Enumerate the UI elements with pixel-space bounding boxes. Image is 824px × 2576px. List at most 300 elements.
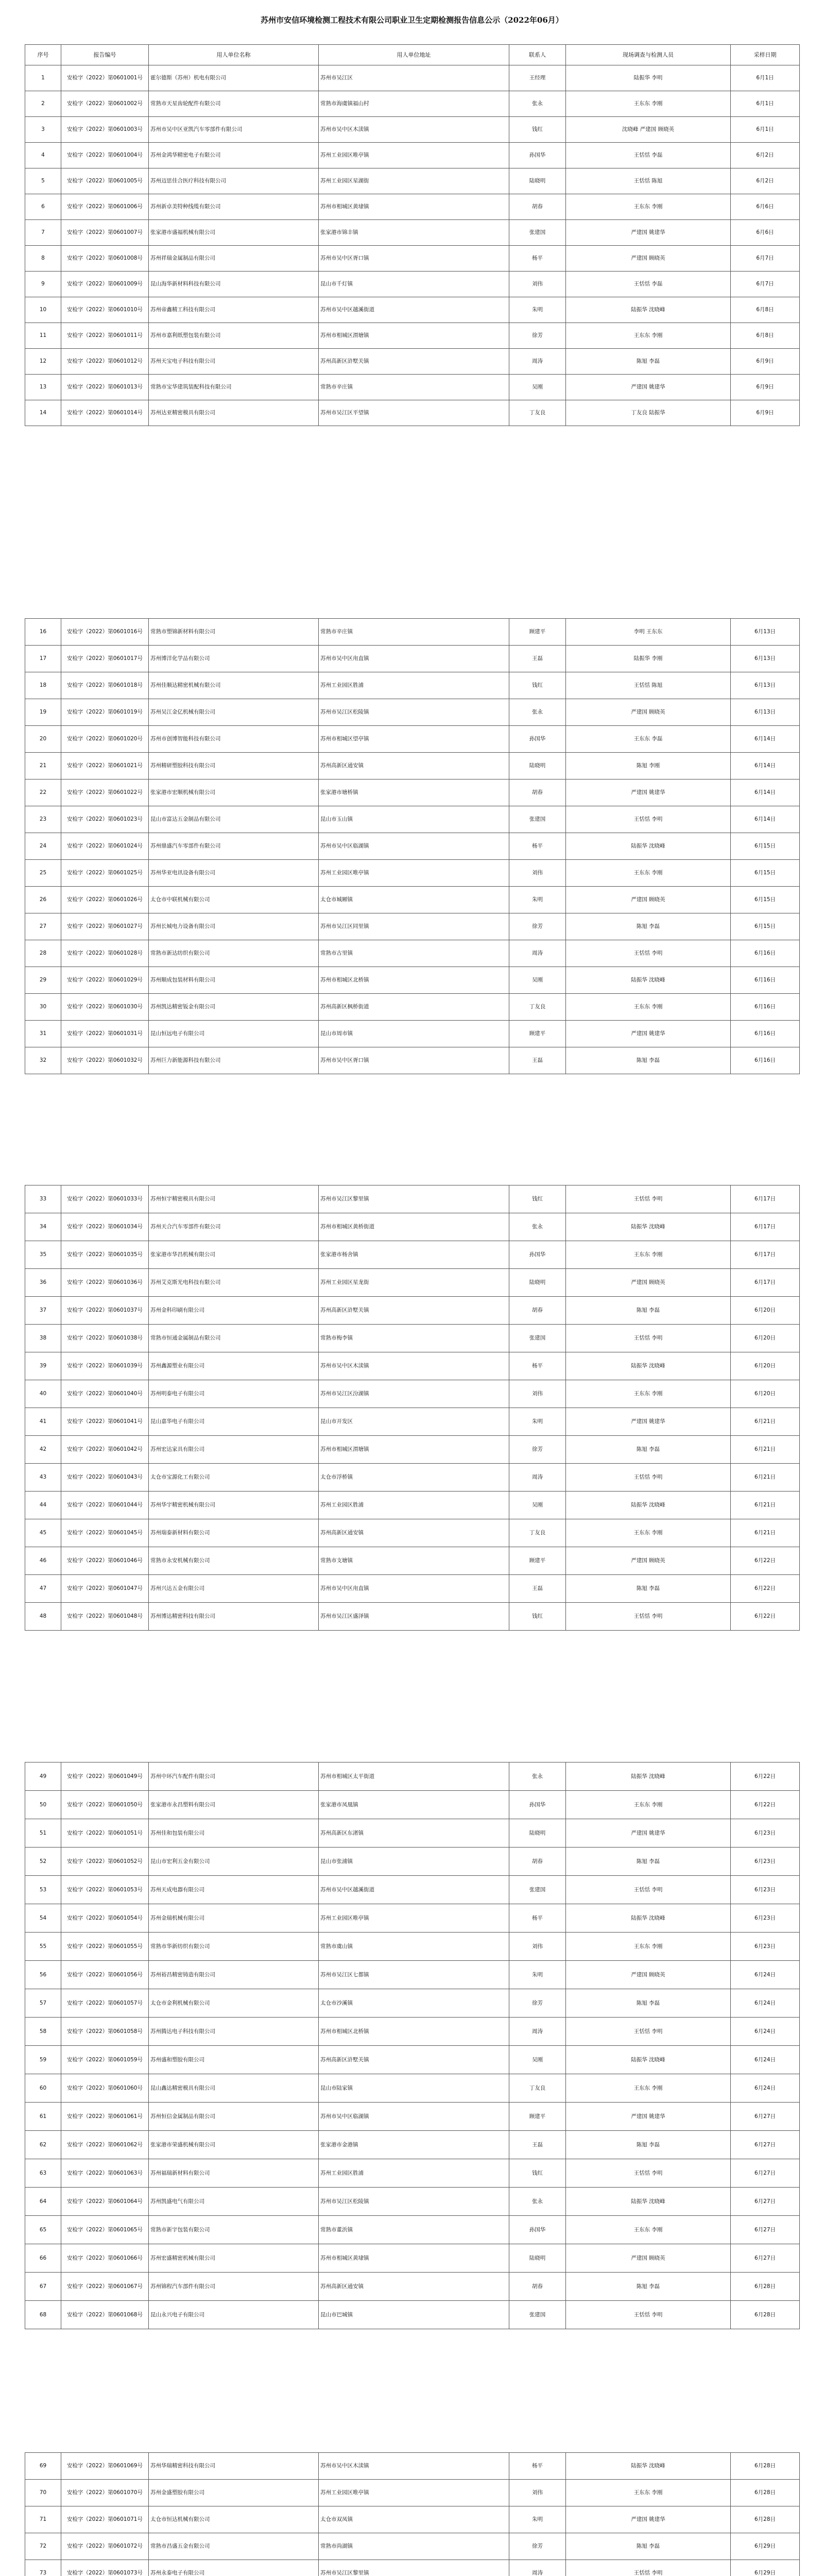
- address-cell: 苏州市吴中区甪直镇: [319, 1575, 509, 1603]
- address-cell: 苏州市吴中区木渎镇: [319, 1352, 509, 1380]
- company-cell: 苏州佳顺达精密机械有限公司: [149, 672, 319, 699]
- company-cell: 苏州永泰电子有限公司: [149, 2560, 319, 2576]
- company-cell: 苏州宏盛精密机械有限公司: [149, 2244, 319, 2273]
- table-row: [25, 1436, 800, 1464]
- report-no-cell: 安检字（2022）第0601007号: [61, 220, 149, 246]
- report-no-cell: 安检字（2022）第0601019号: [61, 699, 149, 726]
- contact-cell: 刘伟: [509, 1933, 566, 1961]
- seq-cell: 69: [25, 2453, 61, 2480]
- address-cell: 苏州高新区枫桥街道: [319, 994, 509, 1021]
- staff-cell: 王恬恬 李磊: [566, 272, 731, 297]
- seq-cell: 40: [25, 1380, 61, 1408]
- contact-cell: 王磊: [509, 2131, 566, 2159]
- table-row: [25, 2480, 800, 2506]
- date-cell: 6月22日: [731, 1575, 800, 1603]
- date-cell: 6月2日: [731, 143, 800, 168]
- seq-cell: 49: [25, 1762, 61, 1791]
- report-no-cell: 安检字（2022）第0601070号: [61, 2480, 149, 2506]
- contact-cell: 徐芳: [509, 323, 566, 349]
- date-cell: 6月17日: [731, 1269, 800, 1297]
- table-row: [25, 1492, 800, 1519]
- date-cell: 6月20日: [731, 1297, 800, 1325]
- date-cell: 6月7日: [731, 272, 800, 297]
- staff-cell: 陆振华 沈晓峰: [566, 1492, 731, 1519]
- date-cell: 6月21日: [731, 1408, 800, 1436]
- report-no-cell: 安检字（2022）第0601049号: [61, 1762, 149, 1791]
- seq-cell: 7: [25, 220, 61, 246]
- staff-cell: 王恬恬 李明: [566, 806, 731, 833]
- company-cell: 昆山鑫达精密模具有限公司: [149, 2074, 319, 2103]
- date-cell: 6月14日: [731, 753, 800, 779]
- address-cell: 常熟市尚湖镇: [319, 2533, 509, 2560]
- staff-cell: 陆振华 李明: [566, 65, 731, 91]
- staff-cell: 王东东 李刚: [566, 2074, 731, 2103]
- report-no-cell: 安检字（2022）第0601071号: [61, 2506, 149, 2533]
- address-cell: 太仓市双凤镇: [319, 2506, 509, 2533]
- staff-cell: 严建国 姚建华: [566, 2103, 731, 2131]
- date-cell: 6月8日: [731, 323, 800, 349]
- inspection-table-4: [25, 1762, 800, 2329]
- column-header: 序号: [25, 45, 61, 65]
- date-cell: 6月22日: [731, 1762, 800, 1791]
- table-row: [25, 168, 800, 194]
- table-row: [25, 2533, 800, 2560]
- date-cell: 6月23日: [731, 1933, 800, 1961]
- date-cell: 6月1日: [731, 91, 800, 117]
- company-cell: 常熟市塑锦新材料有限公司: [149, 619, 319, 646]
- date-cell: 6月28日: [731, 2301, 800, 2329]
- table-row: [25, 2074, 800, 2103]
- seq-cell: 33: [25, 1185, 61, 1213]
- contact-cell: 张建国: [509, 2301, 566, 2329]
- table-row: [25, 400, 800, 426]
- staff-cell: 王东东 李刚: [566, 2216, 731, 2244]
- staff-cell: 王东东 李刚: [566, 194, 731, 220]
- staff-cell: 王恬恬 李明: [566, 1185, 731, 1213]
- report-no-cell: 安检字（2022）第0601022号: [61, 779, 149, 806]
- address-cell: 苏州工业园区胜浦: [319, 1492, 509, 1519]
- staff-cell: 陆振华 沈晓峰: [566, 1352, 731, 1380]
- table-row: [25, 246, 800, 272]
- table-row: [25, 994, 800, 1021]
- company-cell: 苏州宏达家具有限公司: [149, 1436, 319, 1464]
- report-no-cell: 安检字（2022）第0601056号: [61, 1961, 149, 1989]
- address-cell: 常熟市辛庄镇: [319, 619, 509, 646]
- table-row: [25, 2159, 800, 2188]
- date-cell: 6月17日: [731, 1185, 800, 1213]
- report-no-cell: 安检字（2022）第0601054号: [61, 1904, 149, 1933]
- company-cell: 苏州金瑞机械有限公司: [149, 1904, 319, 1933]
- report-no-cell: 安检字（2022）第0601031号: [61, 1021, 149, 1047]
- seq-cell: 42: [25, 1436, 61, 1464]
- column-header: 联系人: [509, 45, 566, 65]
- report-no-cell: 安检字（2022）第0601042号: [61, 1436, 149, 1464]
- seq-cell: 36: [25, 1269, 61, 1297]
- address-cell: 苏州市相城区渭塘镇: [319, 1436, 509, 1464]
- seq-cell: 72: [25, 2533, 61, 2560]
- company-cell: 苏州腾达电子科技有限公司: [149, 2018, 319, 2046]
- seq-cell: 12: [25, 349, 61, 375]
- company-cell: 常熟市新达纺织有限公司: [149, 940, 319, 967]
- date-cell: 6月29日: [731, 2560, 800, 2576]
- seq-cell: 18: [25, 672, 61, 699]
- date-cell: 6月15日: [731, 887, 800, 913]
- report-no-cell: 安检字（2022）第0601008号: [61, 246, 149, 272]
- company-cell: 昆山海华新材料科技有限公司: [149, 272, 319, 297]
- table-row: [25, 1021, 800, 1047]
- contact-cell: 孙国华: [509, 143, 566, 168]
- staff-cell: 严建国 姚建华: [566, 220, 731, 246]
- report-no-cell: 安检字（2022）第0601009号: [61, 272, 149, 297]
- date-cell: 6月13日: [731, 699, 800, 726]
- date-cell: 6月23日: [731, 1848, 800, 1876]
- company-cell: 苏州长城电力设备有限公司: [149, 913, 319, 940]
- company-cell: 苏州锦程汽车部件有限公司: [149, 2273, 319, 2301]
- address-cell: 苏州市吴中区木渎镇: [319, 117, 509, 143]
- table-row: [25, 1904, 800, 1933]
- seq-cell: 34: [25, 1213, 61, 1241]
- contact-cell: 胡春: [509, 2273, 566, 2301]
- address-cell: 苏州市吴江区盛泽镇: [319, 1603, 509, 1631]
- date-cell: 6月27日: [731, 2244, 800, 2273]
- staff-cell: 陆振华 李刚: [566, 646, 731, 672]
- report-no-cell: 安检字（2022）第0601041号: [61, 1408, 149, 1436]
- contact-cell: 丁友良: [509, 2074, 566, 2103]
- company-cell: 张家港市荣盛机械有限公司: [149, 2131, 319, 2159]
- report-no-cell: 安检字（2022）第0601061号: [61, 2103, 149, 2131]
- company-cell: 苏州市嘉利纸塑包装有限公司: [149, 323, 319, 349]
- company-cell: 苏州达亚精密模具有限公司: [149, 400, 319, 426]
- report-no-cell: 安检字（2022）第0601005号: [61, 168, 149, 194]
- table-row: [25, 1352, 800, 1380]
- report-no-cell: 安检字（2022）第0601016号: [61, 619, 149, 646]
- date-cell: 6月27日: [731, 2131, 800, 2159]
- company-cell: 苏州恒宇精密模具有限公司: [149, 1185, 319, 1213]
- staff-cell: 丁友良 陆振华: [566, 400, 731, 426]
- company-cell: 苏州精研塑胶科技有限公司: [149, 753, 319, 779]
- company-cell: 苏州华瑞精密科技有限公司: [149, 2453, 319, 2480]
- date-cell: 6月16日: [731, 994, 800, 1021]
- address-cell: 常熟市董浜镇: [319, 2216, 509, 2244]
- report-no-cell: 安检字（2022）第0601012号: [61, 349, 149, 375]
- date-cell: 6月24日: [731, 1989, 800, 2018]
- address-cell: 苏州工业园区胜浦: [319, 672, 509, 699]
- company-cell: 苏州博达精密科技有限公司: [149, 1603, 319, 1631]
- table-row: [25, 1241, 800, 1269]
- date-cell: 6月1日: [731, 117, 800, 143]
- seq-cell: 22: [25, 779, 61, 806]
- staff-cell: 严建国 姚建华: [566, 375, 731, 400]
- report-no-cell: 安检字（2022）第0601058号: [61, 2018, 149, 2046]
- report-no-cell: 安检字（2022）第0601038号: [61, 1325, 149, 1352]
- seq-cell: 43: [25, 1464, 61, 1492]
- table-row: [25, 2244, 800, 2273]
- seq-cell: 37: [25, 1297, 61, 1325]
- seq-cell: 56: [25, 1961, 61, 1989]
- seq-cell: 46: [25, 1547, 61, 1575]
- contact-cell: 刘伟: [509, 2480, 566, 2506]
- contact-cell: 杨平: [509, 1904, 566, 1933]
- address-cell: 太仓市沙溪镇: [319, 1989, 509, 2018]
- address-cell: 苏州市吴中区临湖镇: [319, 833, 509, 860]
- seq-cell: 31: [25, 1021, 61, 1047]
- table-row: [25, 1848, 800, 1876]
- report-no-cell: 安检字（2022）第0601047号: [61, 1575, 149, 1603]
- staff-cell: 陆振华 沈晓峰: [566, 1762, 731, 1791]
- seq-cell: 19: [25, 699, 61, 726]
- seq-cell: 30: [25, 994, 61, 1021]
- date-cell: 6月14日: [731, 806, 800, 833]
- date-cell: 6月15日: [731, 833, 800, 860]
- date-cell: 6月7日: [731, 246, 800, 272]
- table-row: [25, 375, 800, 400]
- column-header: 用人单位地址: [319, 45, 509, 65]
- date-cell: 6月24日: [731, 2046, 800, 2074]
- company-cell: 太仓市金利机械有限公司: [149, 1989, 319, 2018]
- table-row: [25, 967, 800, 994]
- address-cell: 太仓市浮桥镇: [319, 1464, 509, 1492]
- table-row: [25, 646, 800, 672]
- report-no-cell: 安检字（2022）第0601034号: [61, 1213, 149, 1241]
- company-cell: 常熟市恒通金属制品有限公司: [149, 1325, 319, 1352]
- contact-cell: 朱明: [509, 1408, 566, 1436]
- seq-cell: 17: [25, 646, 61, 672]
- company-cell: 苏州顺成包装材料有限公司: [149, 967, 319, 994]
- table-row: [25, 2103, 800, 2131]
- date-cell: 6月6日: [731, 220, 800, 246]
- report-no-cell: 安检字（2022）第0601004号: [61, 143, 149, 168]
- table-row: [25, 2046, 800, 2074]
- staff-cell: 王东东 李刚: [566, 2480, 731, 2506]
- address-cell: 苏州市吴中区甪直镇: [319, 646, 509, 672]
- staff-cell: 陆振华 沈晓峰: [566, 1904, 731, 1933]
- date-cell: 6月14日: [731, 726, 800, 753]
- report-no-cell: 安检字（2022）第0601044号: [61, 1492, 149, 1519]
- company-cell: 张家港市盛福机械有限公司: [149, 220, 319, 246]
- report-no-cell: 安检字（2022）第0601062号: [61, 2131, 149, 2159]
- date-cell: 6月13日: [731, 672, 800, 699]
- seq-cell: 55: [25, 1933, 61, 1961]
- address-cell: 昆山市张浦镇: [319, 1848, 509, 1876]
- date-cell: 6月23日: [731, 1819, 800, 1848]
- staff-cell: 陈旭 李磊: [566, 1848, 731, 1876]
- report-no-cell: 安检字（2022）第0601014号: [61, 400, 149, 426]
- staff-cell: 王东东 李刚: [566, 860, 731, 887]
- table-row: [25, 323, 800, 349]
- report-no-cell: 安检字（2022）第0601051号: [61, 1819, 149, 1848]
- report-no-cell: 安检字（2022）第0601026号: [61, 887, 149, 913]
- table-row: [25, 1269, 800, 1297]
- contact-cell: 吴刚: [509, 375, 566, 400]
- date-cell: 6月13日: [731, 619, 800, 646]
- staff-cell: 王恬恬 陈旭: [566, 672, 731, 699]
- table-row: [25, 91, 800, 117]
- table-row: [25, 272, 800, 297]
- table-row: [25, 117, 800, 143]
- seq-cell: 35: [25, 1241, 61, 1269]
- date-cell: 6月28日: [731, 2506, 800, 2533]
- address-cell: 苏州工业园区唯亭镇: [319, 143, 509, 168]
- report-no-cell: 安检字（2022）第0601003号: [61, 117, 149, 143]
- table-row: [25, 220, 800, 246]
- contact-cell: 张建国: [509, 1325, 566, 1352]
- table-row: [25, 194, 800, 220]
- staff-cell: 严建国 顾晓英: [566, 699, 731, 726]
- staff-cell: 陆振华 沈晓峰: [566, 297, 731, 323]
- report-no-cell: 安检字（2022）第0601068号: [61, 2301, 149, 2329]
- table-row: [25, 1325, 800, 1352]
- table-row: [25, 726, 800, 753]
- column-header: 现场调查与检测人员: [566, 45, 731, 65]
- contact-cell: 钱红: [509, 117, 566, 143]
- date-cell: 6月16日: [731, 1047, 800, 1074]
- address-cell: 常熟市支塘镇: [319, 1547, 509, 1575]
- inspection-table-5: [25, 2452, 800, 2576]
- seq-cell: 21: [25, 753, 61, 779]
- staff-cell: 陈旭 李磊: [566, 1047, 731, 1074]
- contact-cell: 刘伟: [509, 1380, 566, 1408]
- date-cell: 6月28日: [731, 2273, 800, 2301]
- company-cell: 昆山永兴电子有限公司: [149, 2301, 319, 2329]
- address-cell: 昆山市陆家镇: [319, 2074, 509, 2103]
- seq-cell: 4: [25, 143, 61, 168]
- staff-cell: 陈旭 李刚: [566, 753, 731, 779]
- seq-cell: 64: [25, 2188, 61, 2216]
- company-cell: 苏州佳和包装有限公司: [149, 1819, 319, 1848]
- seq-cell: 52: [25, 1848, 61, 1876]
- address-cell: 苏州市相城区黄埭镇: [319, 194, 509, 220]
- table-row: [25, 860, 800, 887]
- seq-cell: 50: [25, 1791, 61, 1819]
- company-cell: 苏州天成电器有限公司: [149, 1876, 319, 1904]
- company-cell: 常熟市华新纺织有限公司: [149, 1933, 319, 1961]
- table-row: [25, 833, 800, 860]
- address-cell: 苏州市吴江区松陵镇: [319, 699, 509, 726]
- contact-cell: 钱红: [509, 1603, 566, 1631]
- contact-cell: 朱明: [509, 2506, 566, 2533]
- contact-cell: 周涛: [509, 940, 566, 967]
- address-cell: 苏州市吴江区平望镇: [319, 400, 509, 426]
- table-row: [25, 1819, 800, 1848]
- report-no-cell: 安检字（2022）第0601023号: [61, 806, 149, 833]
- company-cell: 苏州市吴中区亚凯汽车零部件有限公司: [149, 117, 319, 143]
- address-cell: 苏州市吴中区临湖镇: [319, 2103, 509, 2131]
- report-no-cell: 安检字（2022）第0601020号: [61, 726, 149, 753]
- table-row: [25, 1519, 800, 1547]
- seq-cell: 29: [25, 967, 61, 994]
- staff-cell: 陆振华 沈晓峰: [566, 2046, 731, 2074]
- seq-cell: 61: [25, 2103, 61, 2131]
- seq-cell: 68: [25, 2301, 61, 2329]
- company-cell: 常熟市新宇包装有限公司: [149, 2216, 319, 2244]
- seq-cell: 66: [25, 2244, 61, 2273]
- company-cell: 苏州明泰电子有限公司: [149, 1380, 319, 1408]
- address-cell: 苏州工业园区星龙街: [319, 1269, 509, 1297]
- report-no-cell: 安检字（2022）第0601029号: [61, 967, 149, 994]
- company-cell: 苏州市创博智能科技有限公司: [149, 726, 319, 753]
- date-cell: 6月28日: [731, 2453, 800, 2480]
- table-row: [25, 143, 800, 168]
- staff-cell: 严建国 顾晓英: [566, 1269, 731, 1297]
- contact-cell: 胡春: [509, 779, 566, 806]
- date-cell: 6月24日: [731, 1961, 800, 1989]
- contact-cell: 王经理: [509, 65, 566, 91]
- table-row: [25, 1408, 800, 1436]
- column-header: 用人单位名称: [149, 45, 319, 65]
- table-row: [25, 1185, 800, 1213]
- date-cell: 6月15日: [731, 913, 800, 940]
- staff-cell: 沈晓峰 严建国 顾晓英: [566, 117, 731, 143]
- contact-cell: 钱红: [509, 1185, 566, 1213]
- contact-cell: 周涛: [509, 2560, 566, 2576]
- seq-cell: 60: [25, 2074, 61, 2103]
- report-no-cell: 安检字（2022）第0601055号: [61, 1933, 149, 1961]
- address-cell: 苏州市吴江区松陵镇: [319, 2188, 509, 2216]
- date-cell: 6月17日: [731, 1241, 800, 1269]
- company-cell: 苏州艾克斯光电科技有限公司: [149, 1269, 319, 1297]
- seq-cell: 20: [25, 726, 61, 753]
- seq-cell: 70: [25, 2480, 61, 2506]
- staff-cell: 王恬恬 李明: [566, 940, 731, 967]
- column-header: 报告编号: [61, 45, 149, 65]
- address-cell: 苏州市吴中区胥口镇: [319, 246, 509, 272]
- address-cell: 太仓市城厢镇: [319, 887, 509, 913]
- address-cell: 苏州市吴中区越溪街道: [319, 1876, 509, 1904]
- table-row: [25, 1876, 800, 1904]
- seq-cell: 58: [25, 2018, 61, 2046]
- date-cell: 6月6日: [731, 194, 800, 220]
- seq-cell: 26: [25, 887, 61, 913]
- contact-cell: 张建国: [509, 806, 566, 833]
- staff-cell: 严建国 姚建华: [566, 2506, 731, 2533]
- date-cell: 6月16日: [731, 1021, 800, 1047]
- address-cell: 张家港市金港镇: [319, 2131, 509, 2159]
- report-no-cell: 安检字（2022）第0601017号: [61, 646, 149, 672]
- staff-cell: 陈旭 李磊: [566, 1297, 731, 1325]
- company-cell: 苏州天宝电子科技有限公司: [149, 349, 319, 375]
- address-cell: 苏州市相城区望亭镇: [319, 726, 509, 753]
- table-row: [25, 297, 800, 323]
- date-cell: 6月27日: [731, 2188, 800, 2216]
- address-cell: 昆山市千灯镇: [319, 272, 509, 297]
- address-cell: 苏州工业园区唯亭镇: [319, 2480, 509, 2506]
- report-no-cell: 安检字（2022）第0601021号: [61, 753, 149, 779]
- report-no-cell: 安检字（2022）第0601037号: [61, 1297, 149, 1325]
- contact-cell: 徐芳: [509, 1989, 566, 2018]
- contact-cell: 朱明: [509, 887, 566, 913]
- staff-cell: 王恬恬 陈旭: [566, 168, 731, 194]
- seq-cell: 62: [25, 2131, 61, 2159]
- seq-cell: 28: [25, 940, 61, 967]
- company-cell: 苏州鼎盛汽车零部件有限公司: [149, 833, 319, 860]
- contact-cell: 杨平: [509, 2453, 566, 2480]
- date-cell: 6月27日: [731, 2216, 800, 2244]
- company-cell: 苏州恒信金属制品有限公司: [149, 2103, 319, 2131]
- address-cell: 苏州工业园区唯亭镇: [319, 1904, 509, 1933]
- date-cell: 6月22日: [731, 1791, 800, 1819]
- date-cell: 6月29日: [731, 2533, 800, 2560]
- staff-cell: 严建国 顾晓英: [566, 1961, 731, 1989]
- seq-cell: 45: [25, 1519, 61, 1547]
- contact-cell: 张永: [509, 2188, 566, 2216]
- staff-cell: 严建国 顾晓英: [566, 887, 731, 913]
- date-cell: 6月20日: [731, 1352, 800, 1380]
- address-cell: 苏州市吴江区: [319, 65, 509, 91]
- staff-cell: 严建国 姚建华: [566, 1408, 731, 1436]
- company-cell: 苏州金科印刷有限公司: [149, 1297, 319, 1325]
- header-row: [25, 45, 800, 65]
- company-cell: 苏州华亚电讯设备有限公司: [149, 860, 319, 887]
